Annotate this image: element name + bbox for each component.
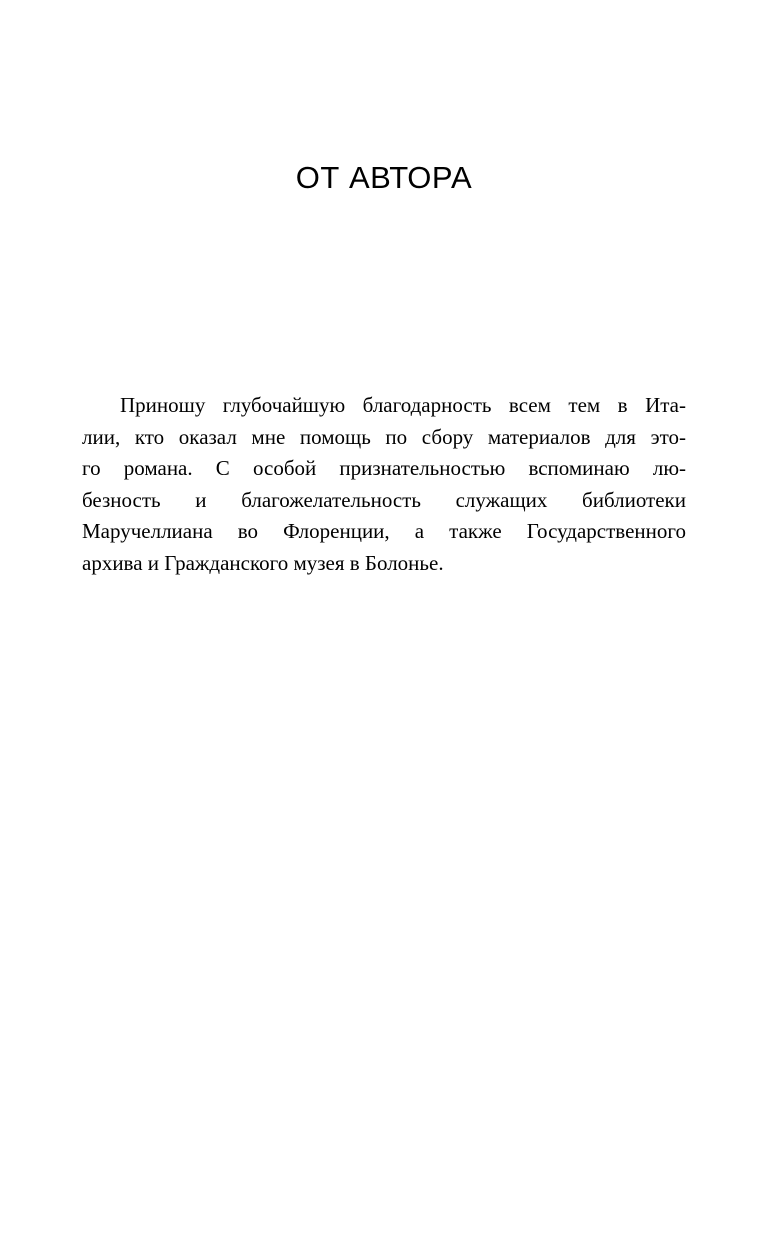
paragraph-line: го романа. С особой признательностью вспоминаю лю- bbox=[82, 456, 686, 480]
acknowledgement-paragraph bbox=[82, 390, 686, 579]
paragraph-line: Маручеллиана во Флоренции, а также Государственного bbox=[82, 519, 686, 543]
paragraph-line: лии, кто оказал мне помощь по сбору материалов для это- bbox=[82, 424, 686, 449]
paragraph-line: архива и Гражданского музея в Болонье. bbox=[82, 550, 444, 575]
page-heading: ОТ АВТОРА bbox=[295, 160, 473, 195]
paragraph-line: Приношу глубочайшую благодарность всем тем в Ита- bbox=[120, 393, 686, 417]
paragraph-line: безность и благожелательность служащих библиотеки bbox=[82, 487, 686, 512]
